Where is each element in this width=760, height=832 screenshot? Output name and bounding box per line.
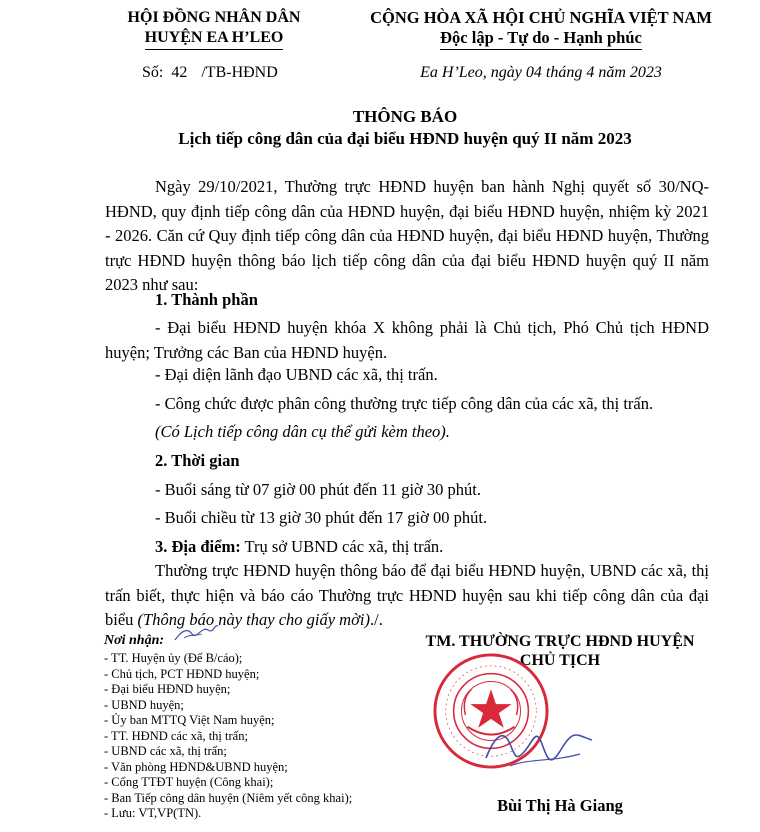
intro-paragraph: Ngày 29/10/2021, Thường trực HĐND huyện ban hành Nghị quyết số 30/NQ-HĐND, quy định tiếp công dân của HĐND huyện, đại biểu HĐND huyện, nhiệm kỳ 2021 - 2026. Căn cứ Quy định tiếp công dân của HĐND huyện, đại biểu HĐND huyện, Thường trực HĐND huyện thông báo lịch tiếp công dân của đại biểu HĐND huyện quý II năm 2023 như sau: <box>105 177 709 294</box>
section1-item: - Đại diện lãnh đạo UBND các xã, thị trấn. <box>155 365 438 384</box>
doc-subtitle: Lịch tiếp công dân của đại biểu HĐND huyện quý II năm 2023 <box>178 129 632 148</box>
section2-heading: 2. Thời gian <box>155 451 240 470</box>
issuing-org-line2: HUYỆN EA H’LEO <box>108 28 320 50</box>
closing-main: Thường trực HĐND huyện thông báo để đại biểu HĐND huyện, UBND các xã, thị trấn biết, thực hiện và báo cáo Thường trực HĐND huyện sau khi tiếp công dân của đại biểu <box>105 561 709 629</box>
section2-item: - Buổi sáng từ 07 giờ 00 phút đến 11 giờ 30 phút. <box>155 480 481 499</box>
section1-item: - Công chức được phân công thường trực tiếp công dân của các xã, thị trấn. <box>155 394 654 413</box>
national-motto <box>332 8 750 50</box>
recipient-item: - Lưu: VT,VP(TN). <box>104 806 202 820</box>
section3-label: 3. Địa điểm: <box>155 537 241 556</box>
recipient-item: - Ủy ban MTTQ Việt Nam huyện; <box>104 713 275 727</box>
motto: Độc lập - Tự do - Hạnh phúc <box>332 28 750 50</box>
handwritten-signature <box>480 718 600 778</box>
issuing-authority <box>108 8 320 50</box>
section1-note: (Có Lịch tiếp công dân cụ thể gửi kèm theo). <box>155 422 450 441</box>
doc-number-value: 42 <box>171 64 188 81</box>
recipient-item: - TT. HĐND các xã, thị trấn; <box>104 728 248 743</box>
recipient-item: - Cổng TTĐT huyện (Công khai); <box>104 775 274 789</box>
recipient-item: - Đại biểu HĐND huyện; <box>104 682 231 696</box>
recipient-item: - UBND các xã, thị trấn; <box>104 744 227 758</box>
signer-name: Bùi Thị Hà Giang <box>497 796 623 815</box>
doc-title: THÔNG BÁO <box>352 107 458 126</box>
recipients-heading: Nơi nhận: <box>104 633 165 648</box>
doc-number-suffix: /TB-HĐND <box>201 64 278 81</box>
recipient-item: - Ban Tiếp công dân huyện (Niêm yết công khai); <box>104 790 353 805</box>
place-date: Ea H’Leo, ngày 04 tháng 4 năm 2023 <box>420 64 662 81</box>
closing-italic: (Thông báo này thay cho giấy mời) <box>137 610 370 629</box>
section1-heading: 1. Thành phần <box>155 290 258 309</box>
recipient-item: - Văn phòng HĐND&UBND huyện; <box>104 759 288 774</box>
doc-number-prefix: Số: <box>142 64 164 81</box>
signature-on-behalf: TM. THƯỜNG TRỰC HĐND HUYỆN <box>425 633 695 650</box>
issuing-org-line1: HỘI ĐỒNG NHÂN DÂN <box>127 9 301 26</box>
recipient-item: - Chủ tịch, PCT HĐND huyện; <box>104 666 260 681</box>
section3-text: Trụ sở UBND các xã, thị trấn. <box>244 537 444 556</box>
section1-item: - Đại biểu HĐND huyện khóa X không phải là Chủ tịch, Phó Chủ tịch HĐND huyện; Trưởng các Ban của HĐND huyện. <box>105 318 709 362</box>
closing-end: ./. <box>369 610 383 629</box>
recipient-item: - UBND huyện; <box>104 697 184 712</box>
country-name: CỘNG HÒA XÃ HỘI CHỦ NGHĨA VIỆT NAM <box>370 8 712 27</box>
signature-position: CHỦ TỊCH <box>519 652 601 669</box>
recipient-item: - TT. Huyện ủy (Để B/cáo); <box>104 651 243 665</box>
section3 <box>105 535 709 560</box>
doc-number <box>142 63 278 83</box>
recipient-list <box>104 651 404 822</box>
initials-scribble <box>172 622 220 644</box>
section2-item: - Buổi chiều từ 13 giờ 30 phút đến 17 giờ 00 phút. <box>155 508 488 527</box>
